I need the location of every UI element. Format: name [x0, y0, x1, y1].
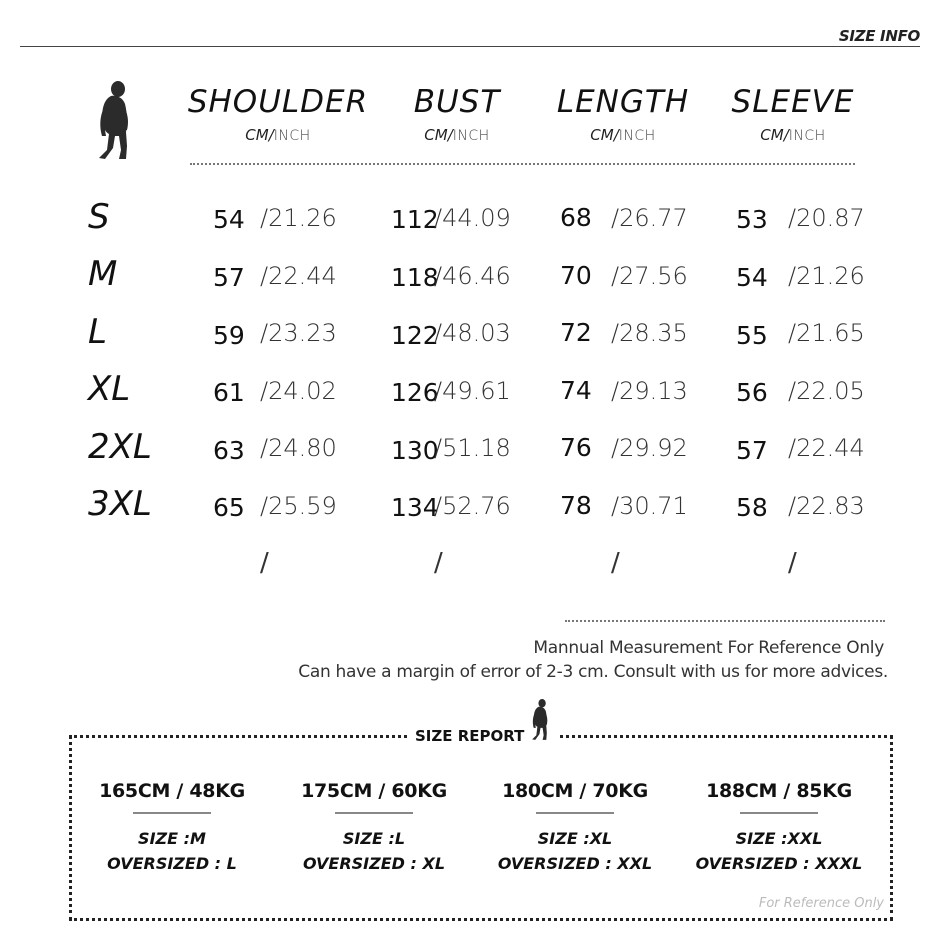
column-name: SHOULDER — [187, 84, 369, 120]
inch-value: /22.44 — [788, 434, 865, 462]
inch-value: /30.71 — [611, 492, 688, 520]
report-oversized: OVERSIZED : XL — [302, 854, 446, 873]
cm-value: 54 — [736, 263, 768, 292]
unit-cm: CM — [590, 126, 614, 144]
cm-value: 122 — [391, 321, 439, 350]
inch-value: /26.77 — [611, 204, 688, 232]
column-unit — [183, 126, 373, 144]
column-header-shoulder — [183, 84, 373, 144]
report-size: SIZE :XL — [537, 829, 613, 848]
cm-value: 130 — [391, 436, 439, 465]
inch-value: /27.56 — [611, 262, 688, 290]
size-label: L — [88, 312, 107, 352]
size-info-title: SIZE INFO — [838, 27, 920, 45]
report-height-weight: 175CM / 60KG — [301, 780, 447, 802]
report-size: SIZE :L — [342, 829, 406, 848]
inch-value: /51.18 — [434, 434, 511, 462]
unit-cm: CM — [245, 126, 269, 144]
cm-value: 134 — [391, 493, 439, 522]
size-label: S — [88, 197, 110, 237]
cm-value: 56 — [736, 378, 768, 407]
unit-cm: CM — [760, 126, 784, 144]
report-size: SIZE :M — [138, 829, 206, 848]
inch-value: /22.44 — [260, 262, 337, 290]
column-header-sleeve — [698, 84, 888, 144]
cm-value: 68 — [560, 203, 592, 232]
cm-value: 78 — [560, 491, 592, 520]
size-report-title: SIZE REPORT — [415, 727, 525, 745]
cm-value: 70 — [560, 261, 592, 290]
inch-value: /48.03 — [434, 319, 511, 347]
size-label: 2XL — [88, 427, 152, 467]
cm-value: 112 — [391, 205, 439, 234]
inch-value: /21.26 — [260, 204, 337, 232]
report-size: SIZE :XXL — [735, 829, 823, 848]
inch-value: /22.05 — [788, 377, 865, 405]
unit-inch: INCH — [788, 128, 826, 144]
report-oversized: OVERSIZED : XXXL — [695, 854, 863, 873]
reference-footnote: For Reference Only — [758, 896, 884, 911]
cm-value: 74 — [560, 376, 592, 405]
unit-sep: / — [447, 126, 453, 144]
unit-cm: CM — [424, 126, 448, 144]
report-oversized: OVERSIZED : L — [107, 854, 237, 873]
empty-slash: / — [434, 548, 443, 578]
inch-value: /29.13 — [611, 377, 688, 405]
column-name: BUST — [413, 84, 501, 120]
cm-value: 76 — [560, 433, 592, 462]
column-unit — [362, 126, 552, 144]
report-divider — [133, 812, 211, 814]
inch-value: /21.26 — [788, 262, 865, 290]
inch-value: /44.09 — [434, 204, 511, 232]
report-divider — [536, 812, 614, 814]
person-silhouette-icon — [529, 697, 551, 743]
report-height-weight: 165CM / 48KG — [99, 780, 245, 802]
inch-value: /52.76 — [434, 492, 511, 520]
unit-inch: INCH — [452, 128, 490, 144]
cm-value: 58 — [736, 493, 768, 522]
column-name: SLEEVE — [731, 84, 855, 120]
report-height-weight: 188CM / 85KG — [706, 780, 852, 802]
cm-value: 61 — [213, 378, 245, 407]
cm-value: 53 — [736, 205, 768, 234]
inch-value: /23.23 — [260, 319, 337, 347]
column-name: LENGTH — [556, 84, 690, 120]
cm-value: 57 — [213, 263, 245, 292]
column-header-length — [528, 84, 718, 144]
report-height-weight: 180CM / 70KG — [502, 780, 648, 802]
report-item — [684, 780, 874, 876]
cm-value: 118 — [391, 263, 439, 292]
size-label: M — [88, 254, 118, 294]
inch-value: /25.59 — [260, 492, 337, 520]
cm-value: 72 — [560, 318, 592, 347]
inch-value: /28.35 — [611, 319, 688, 347]
report-item — [77, 780, 267, 876]
inch-value: /49.61 — [434, 377, 511, 405]
measurement-note: Mannual Measurement For Reference Only — [533, 638, 884, 658]
person-silhouette-icon — [93, 80, 135, 162]
unit-sep: / — [783, 126, 789, 144]
report-item — [279, 780, 469, 876]
cm-value: 55 — [736, 321, 768, 350]
unit-inch: INCH — [273, 128, 311, 144]
report-oversized: OVERSIZED : XXL — [497, 854, 653, 873]
empty-slash: / — [788, 548, 797, 578]
cm-value: 126 — [391, 378, 439, 407]
inch-value: /20.87 — [788, 204, 865, 232]
cm-value: 63 — [213, 436, 245, 465]
margin-note: Can have a margin of error of 2-3 cm. Consult with us for more advices. — [298, 662, 888, 682]
inch-value: /46.46 — [434, 262, 511, 290]
report-divider — [335, 812, 413, 814]
inch-value: /21.65 — [788, 319, 865, 347]
cm-value: 65 — [213, 493, 245, 522]
cm-value: 57 — [736, 436, 768, 465]
notes-dotted-divider — [565, 620, 885, 622]
empty-slash: / — [611, 548, 620, 578]
unit-inch: INCH — [618, 128, 656, 144]
inch-value: /22.83 — [788, 492, 865, 520]
inch-value: /24.02 — [260, 377, 337, 405]
unit-sep: / — [613, 126, 619, 144]
unit-sep: / — [268, 126, 274, 144]
header-divider — [20, 46, 920, 47]
inch-value: /29.92 — [611, 434, 688, 462]
report-item — [480, 780, 670, 876]
cm-value: 59 — [213, 321, 245, 350]
empty-slash: / — [260, 548, 269, 578]
cm-value: 54 — [213, 205, 245, 234]
column-unit — [698, 126, 888, 144]
report-divider — [740, 812, 818, 814]
size-label: 3XL — [88, 484, 152, 524]
column-unit — [528, 126, 718, 144]
header-dotted-divider — [190, 163, 855, 165]
inch-value: /24.80 — [260, 434, 337, 462]
column-header-bust — [362, 84, 552, 144]
size-label: XL — [88, 369, 131, 409]
